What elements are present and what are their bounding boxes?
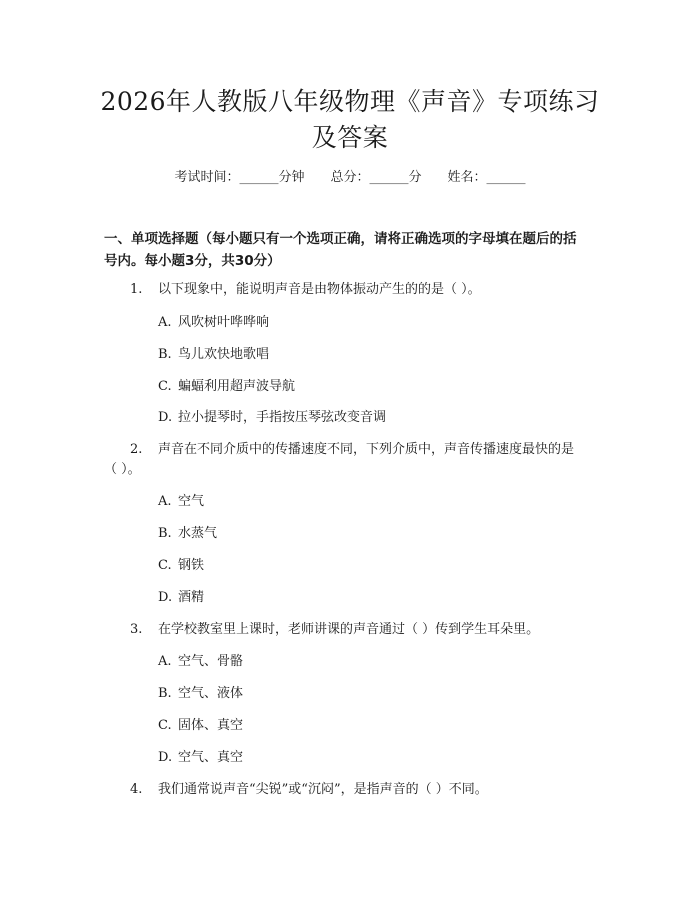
question-number: 2. — [130, 442, 143, 457]
option-letter: D. — [158, 410, 173, 425]
option-b — [158, 524, 217, 544]
option-letter: B. — [158, 686, 172, 701]
option-letter: A. — [158, 654, 172, 669]
option-a — [158, 492, 204, 512]
option-letter: D. — [158, 750, 173, 765]
option-a — [158, 313, 269, 333]
option-c — [158, 556, 204, 576]
option-a — [158, 652, 243, 672]
option-text: 固体、真空 — [178, 718, 244, 733]
question-text: 我们通常说声音“尖锐”或“沉闷”，是指声音的（ ）不同。 — [158, 782, 488, 797]
question-text: 声音在不同介质中的传播速度不同，下列介质中，声音传播速度最快的是 — [158, 442, 575, 457]
question-number: 3. — [130, 622, 143, 637]
option-text: 空气、液体 — [178, 686, 244, 701]
option-letter: A. — [158, 315, 172, 330]
option-b — [158, 345, 269, 365]
student-name-label: 姓名：______ — [447, 170, 526, 185]
question-text-continued: （ ）。 — [104, 462, 141, 477]
section-heading-continued: 号内。每小题3分，共30分） — [104, 253, 281, 269]
page-title: 2026年人教版八年级物理《声音》专项练习 — [100, 87, 600, 116]
option-letter: A. — [158, 494, 172, 509]
option-text: 钢铁 — [178, 558, 205, 573]
option-text: 风吹树叶哗哗响 — [178, 315, 270, 330]
option-letter: B. — [158, 347, 172, 362]
option-text: 空气、真空 — [178, 750, 244, 765]
option-c — [158, 716, 243, 736]
option-d — [158, 588, 204, 608]
option-letter: D. — [158, 590, 173, 605]
question-text: 在学校教室里上课时，老师讲课的声音通过（ ）传到学生耳朵里。 — [158, 622, 540, 637]
option-d — [158, 408, 386, 428]
option-letter: C. — [158, 379, 172, 394]
option-letter: B. — [158, 526, 172, 541]
section-heading: 一、单项选择题（每小题只有一个选项正确，请将正确选项的字母填在题后的括 — [104, 231, 577, 247]
option-text: 拉小提琴时，手指按压琴弦改变音调 — [178, 410, 387, 425]
option-text: 空气、骨骼 — [178, 654, 244, 669]
option-text: 空气 — [178, 494, 205, 509]
option-d — [158, 748, 243, 768]
question-number: 4. — [130, 782, 143, 797]
page-title-continued: 及答案 — [311, 123, 389, 152]
total-score-label: 总分：______分 — [330, 170, 422, 185]
option-c — [158, 377, 295, 397]
exam-meta — [0, 168, 700, 188]
option-b — [158, 684, 243, 704]
option-letter: C. — [158, 718, 172, 733]
question-text: 以下现象中，能说明声音是由物体振动产生的的是（ ）。 — [158, 282, 481, 297]
option-text: 水蒸气 — [178, 526, 218, 541]
exam-time-label: 考试时间：______分钟 — [174, 170, 305, 185]
option-letter: C. — [158, 558, 172, 573]
option-text: 酒精 — [178, 590, 205, 605]
question-number: 1. — [130, 282, 143, 297]
option-text: 蝙蝠利用超声波导航 — [178, 379, 296, 394]
option-text: 鸟儿欢快地歌唱 — [178, 347, 270, 362]
